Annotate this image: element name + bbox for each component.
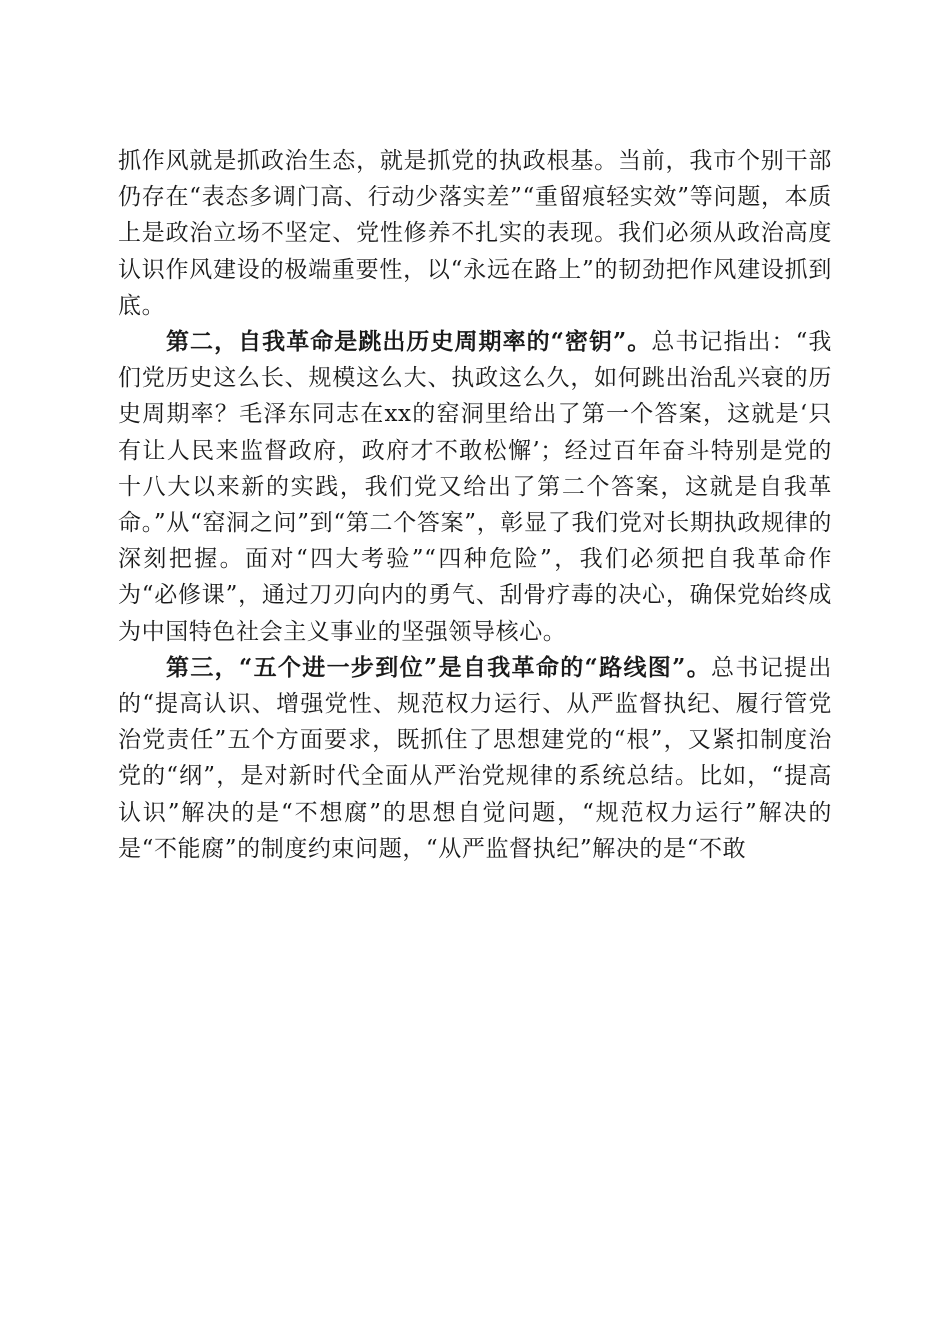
paragraph-continuation (118, 143, 832, 324)
paragraph-body: 抓作风就是抓政治生态，就是抓党的执政根基。当前，我市个别干部仍存在“表态多调门高、行动少落实差”“重留痕轻实效”等问题，本质上是政治立场不坚定、党性修养不扎实的表现。我们必须从政治高度认识作风建设的极端重要性，以“永远在路上”的韧劲把作风建设抓到底。 (118, 148, 832, 319)
paragraph-second-point (118, 324, 832, 650)
paragraph-lead-heading: 第二，自我革命是跳出历史周期率的“密钥”。 (166, 328, 652, 356)
paragraph-lead-heading: 第三，“五个进一步到位”是自我革命的“路线图”。 (166, 653, 712, 681)
document-body (118, 143, 832, 867)
paragraph-body: 总书记提出的“提高认识、增强党性、规范权力运行、从严监督执纪、履行管党治党责任”五个方面要求，既抓住了思想建党的“根”，又紧扣制度治党的“纲”，是对新时代全面从严治党规律的系统总结。比如，“提高认识”解决的是“不想腐”的思想自觉问题，“规范权力运行”解决的是“不能腐”的制度约束问题，“从严监督执纪”解决的是“不敢 (118, 654, 832, 862)
paragraph-body: 总书记指出：“我们党历史这么长、规模这么大、执政这么久，如何跳出治乱兴衰的历史周期率？毛泽东同志在xx的窑洞里给出了第一个答案，这就是‘只有让人民来监督政府，政府才不敢松懈’；经过百年奋斗特别是党的十八大以来新的实践，我们党又给出了第二个答案，这就是自我革命。”从“窑洞之问”到“第二个答案”，彰显了我们党对长期执政规律的深刻把握。面对“四大考验”“四种危险”，我们必须把自我革命作为“必修课”，通过刀刃向内的勇气、刮骨疗毒的决心，确保党始终成为中国特色社会主义事业的坚强领导核心。 (118, 329, 832, 645)
paragraph-third-point (118, 650, 832, 867)
